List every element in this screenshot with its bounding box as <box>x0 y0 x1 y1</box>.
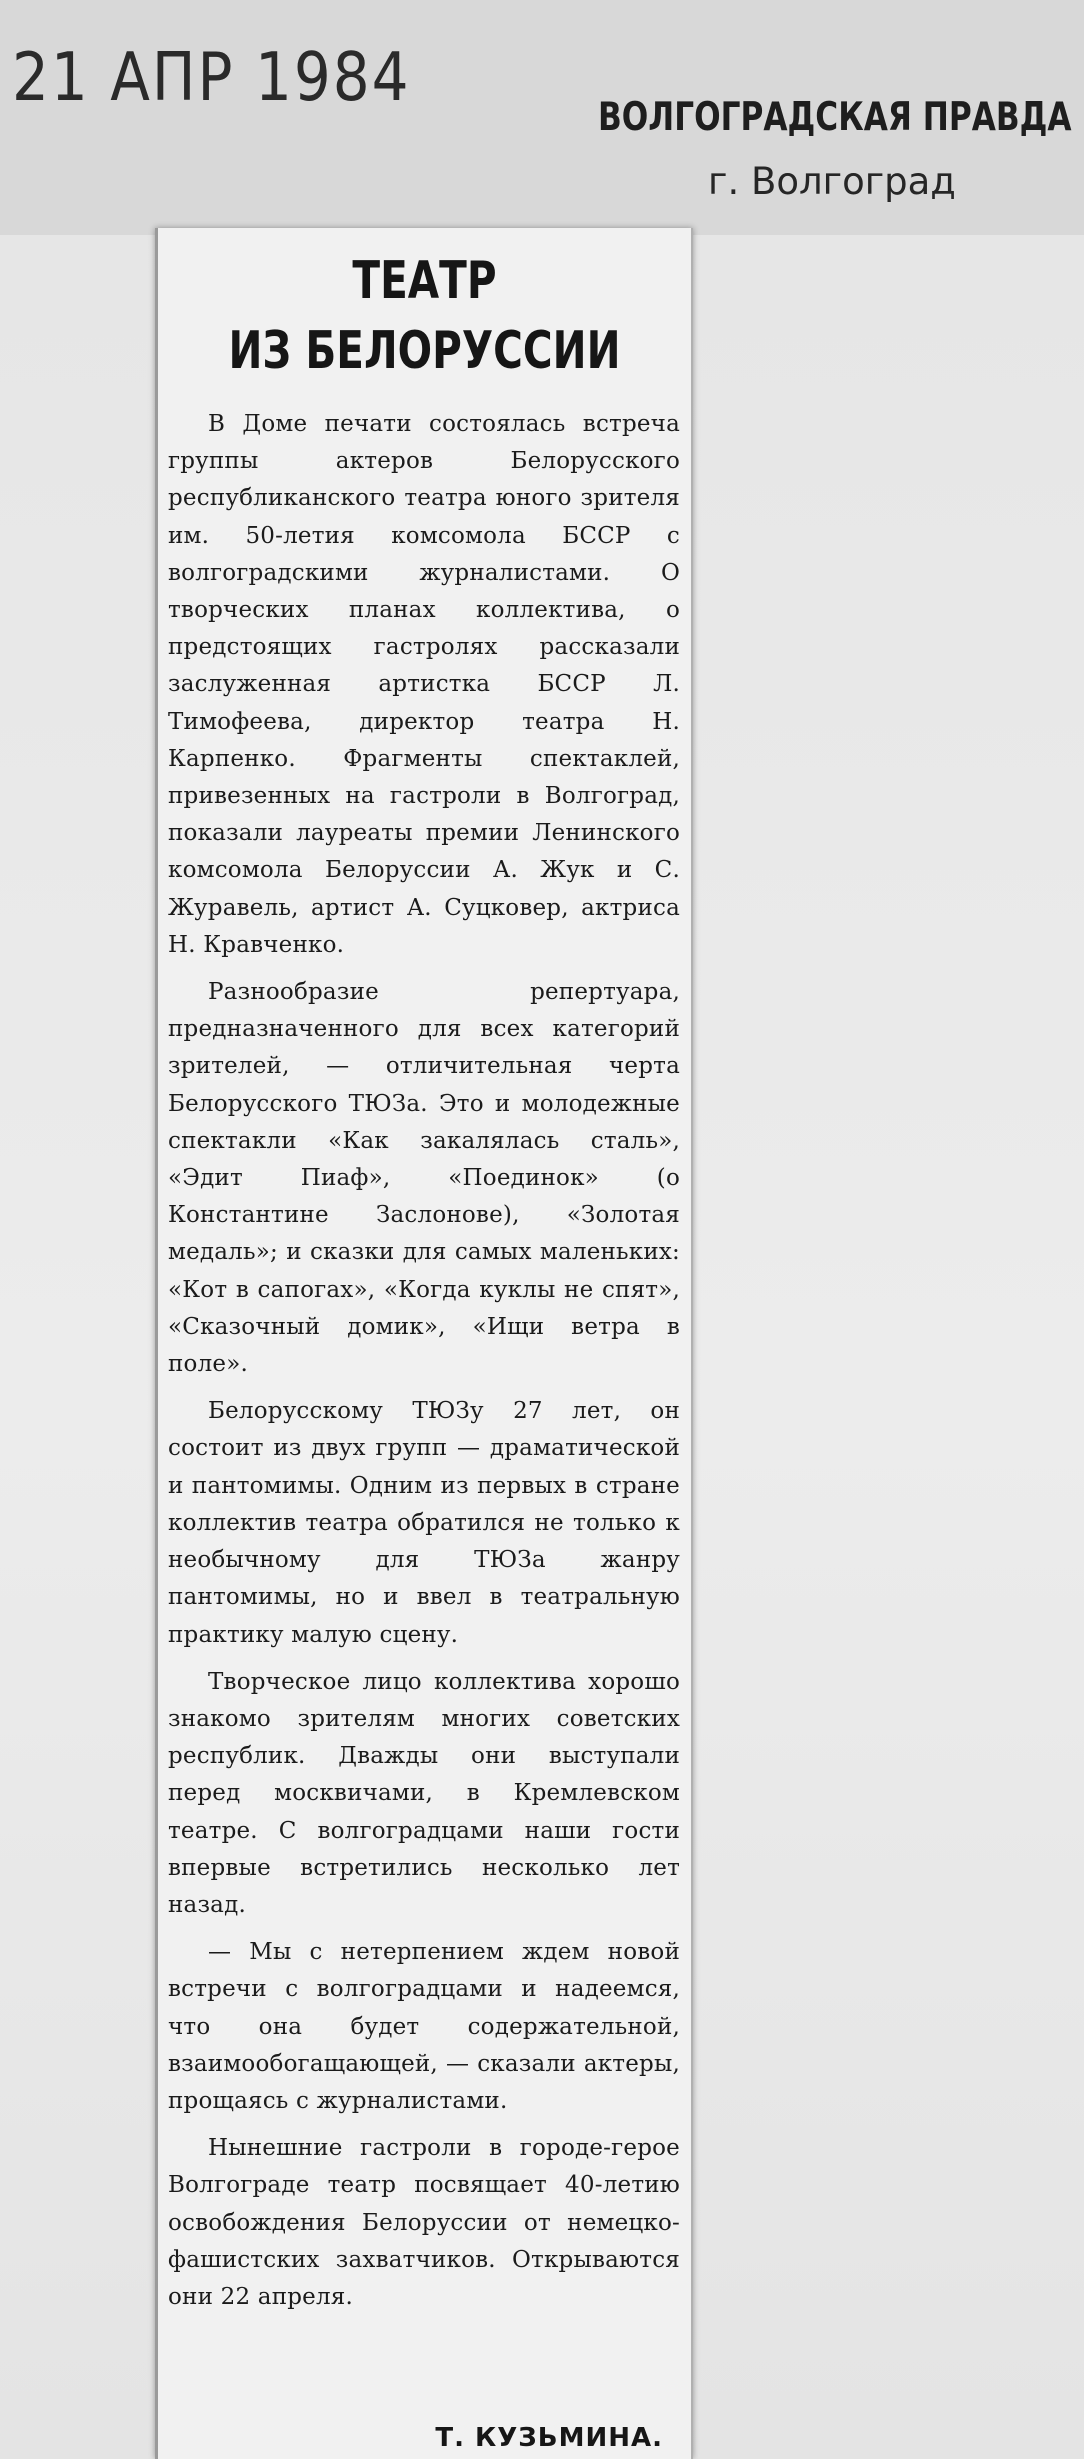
newspaper-clipping <box>155 228 693 2459</box>
article-body <box>168 406 680 2326</box>
article-paragraph: Белорусскому ТЮЗу 27 лет, он состоит из двух групп — драматической и пантомимы. Одним из первых в стране коллектив театра обратился не только к необычному для ТЮЗа жанру пантомимы, но и ввел в театральную практику малую сцену. <box>168 1398 680 1648</box>
author-signature: Т. КУЗЬМИНА. <box>435 2423 663 2453</box>
article-paragraph: — Мы с нетерпением ждем новой встречи с волгоградцами и надеемся, что она будет содержательной, взаимообогащающей, — сказали актеры, прощаясь с журналистами. <box>168 1939 680 2114</box>
article-paragraph: Разнообразие репертуара, предназначенного для всех категорий зрителей, — отличительная черта Белорусского ТЮЗа. Это и молодежные спектакли «Как закалялась сталь», «Эдит Пиаф», «Поединок» (о Константине Заслонове), «Золотая медаль»; и сказки для самых маленьких: «Кот в сапогах», «Когда куклы не спят», «Сказочный домик», «Ищи ветра в поле». <box>168 979 680 1378</box>
article-paragraph: Нынешние гастроли в городе-герое Волгограде театр посвящает 40-летию освобождения Белоруссии от немецко-фашистских захватчиков. Открываются они 22 апреля. <box>168 2135 680 2310</box>
date-stamp: 21 АПР 1984 <box>12 38 411 117</box>
newspaper-city-stamp: г. Волгоград <box>708 160 956 203</box>
article-paragraph: Творческое лицо коллектива хорошо знакомо зрителям многих советских республик. Дважды они выступали перед москвичами, в Кремлевском театре. С волгоградцами наши гости впервые встретились несколько лет назад. <box>168 1668 680 1918</box>
headline-line-1: ТЕАТР <box>352 251 497 311</box>
article-paragraph: В Доме печати состоялась встреча группы актеров Белорусского республиканского театра юного зрителя им. 50-летия комсомола БССР с волгоградскими журналистами. О творческих планах коллектива, о предстоящих гастролях рассказали заслуженная артистка БССР Л. Тимофеева, директор театра Н. Карпенко. Фрагменты спектаклей, привезенных на гастроли в Волгоград, показали лауреаты премии Ленинского комсомола Белоруссии А. Жук и С. Журавель, артист А. Суцковер, актриса Н. Кравченко. <box>168 411 680 958</box>
headline-line-2: ИЗ БЕЛОРУССИИ <box>228 321 621 381</box>
article-headline <box>158 246 691 386</box>
newspaper-name-stamp: ВОЛГОГРАДСКАЯ ПРАВДА <box>598 95 1072 140</box>
